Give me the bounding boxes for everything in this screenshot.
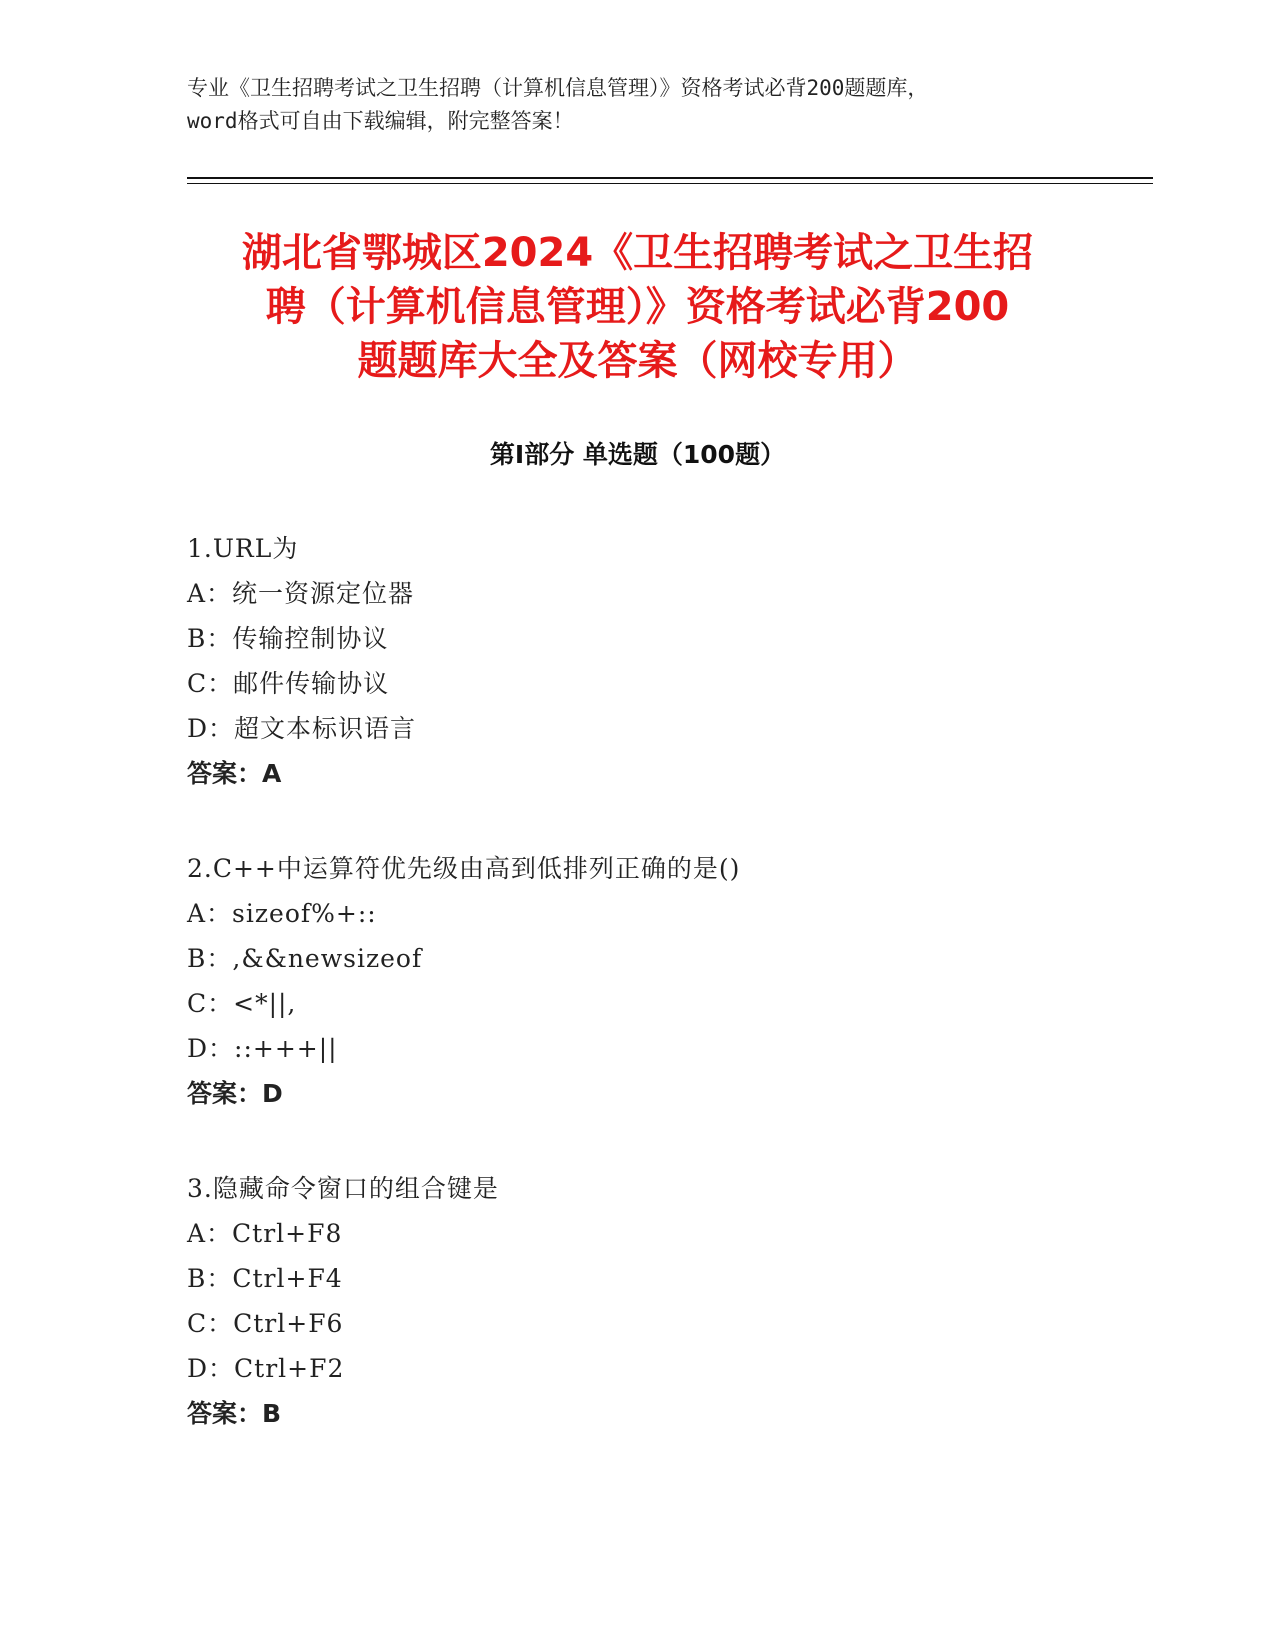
- question-item: [187, 846, 1137, 1116]
- option-a: A：Ctrl+F8: [187, 1219, 343, 1248]
- answer: 答案：B: [187, 1399, 282, 1428]
- document-title-line: 聘（计算机信息管理）》资格考试必背200: [265, 284, 1010, 330]
- option-d: D：Ctrl+F2: [187, 1354, 345, 1383]
- header-note-line: word格式可自由下载编辑，附完整答案！: [187, 109, 574, 133]
- header-note-line: 专业《卫生招聘考试之卫生招聘（计算机信息管理）》资格考试必背200题题库，: [187, 76, 929, 100]
- section-title: 第Ⅰ部分 单选题（100题）: [489, 440, 786, 469]
- document-title-line: 湖北省鄂城区2024《卫生招聘考试之卫生招: [241, 230, 1034, 276]
- header-divider: [187, 183, 1153, 184]
- option-c: C：<*||,: [187, 989, 297, 1018]
- option-b: B：Ctrl+F4: [187, 1264, 343, 1293]
- option-b: B：,&&newsizeof: [187, 944, 423, 973]
- option-c: C：邮件传输协议: [187, 669, 390, 698]
- question-item: [187, 526, 1137, 796]
- question-item: [187, 1166, 1137, 1436]
- header-divider: [187, 177, 1153, 179]
- document-title-line: 题题库大全及答案（网校专用）: [357, 338, 918, 384]
- question-stem: 3.隐藏命令窗口的组合键是: [187, 1174, 499, 1203]
- option-a: A：统一资源定位器: [187, 579, 415, 608]
- question-stem: 2.C++中运算符优先级由高到低排列正确的是(): [187, 854, 741, 883]
- option-d: D：::+++||: [187, 1034, 338, 1063]
- question-list: [187, 526, 1137, 1486]
- answer: 答案：D: [187, 1079, 283, 1108]
- header-note: [187, 72, 1087, 138]
- answer: 答案：A: [187, 759, 282, 788]
- option-a: A：sizeof%+::: [187, 899, 377, 928]
- question-stem: 1.URL为: [187, 534, 299, 563]
- option-c: C：Ctrl+F6: [187, 1309, 344, 1338]
- option-b: B：传输控制协议: [187, 624, 389, 653]
- option-d: D：超文本标识语言: [187, 714, 417, 743]
- document-title: [150, 226, 1125, 388]
